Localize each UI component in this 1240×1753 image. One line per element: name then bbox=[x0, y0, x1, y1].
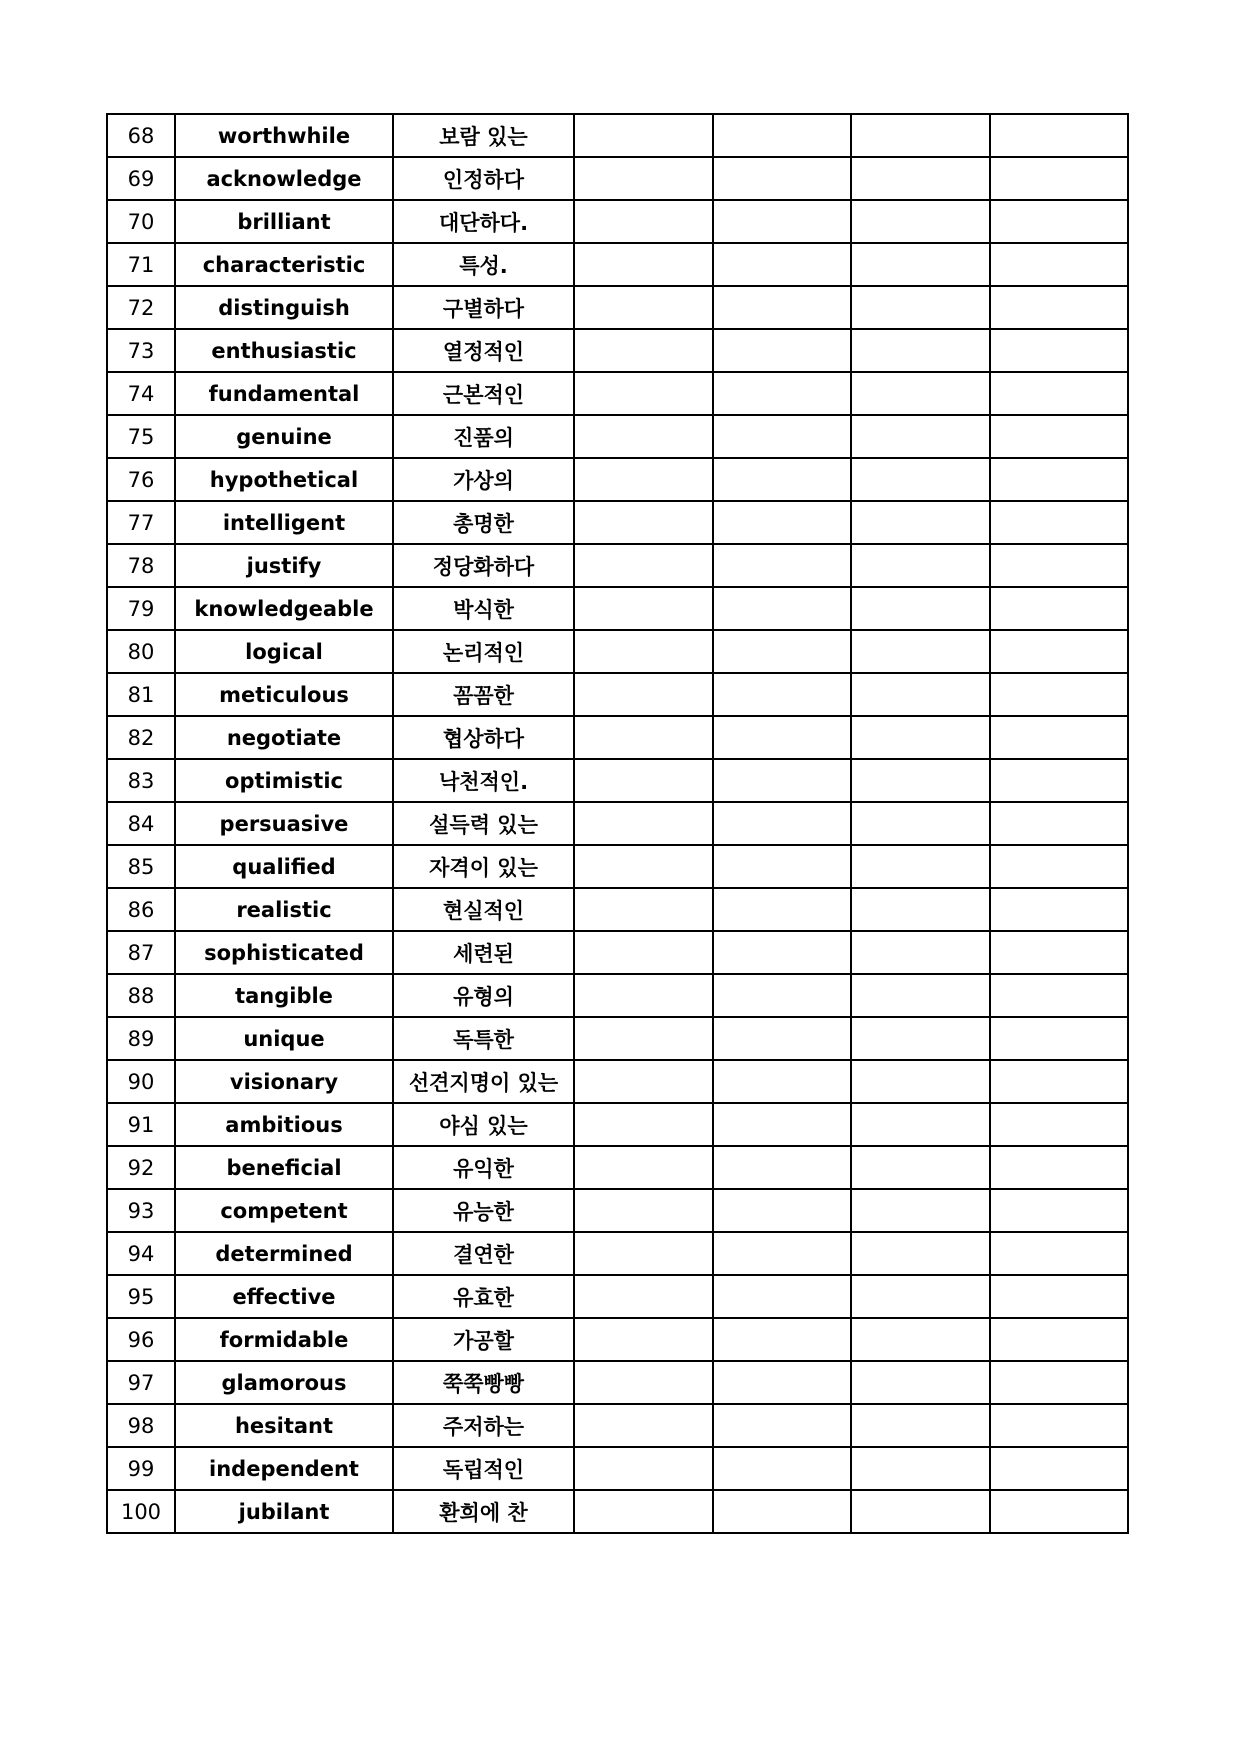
blank-cell bbox=[851, 458, 990, 501]
korean-meaning: 협상하다 bbox=[393, 716, 574, 759]
korean-meaning: 자격이 있는 bbox=[393, 845, 574, 888]
blank-cell bbox=[574, 759, 713, 802]
blank-cell bbox=[851, 372, 990, 415]
blank-cell bbox=[990, 845, 1128, 888]
blank-cell bbox=[990, 1017, 1128, 1060]
blank-cell bbox=[851, 1318, 990, 1361]
row-number: 96 bbox=[107, 1318, 175, 1361]
blank-cell bbox=[574, 157, 713, 200]
table-row bbox=[107, 114, 1128, 157]
table-row bbox=[107, 415, 1128, 458]
blank-cell bbox=[713, 802, 851, 845]
english-word: genuine bbox=[175, 415, 393, 458]
blank-cell bbox=[990, 759, 1128, 802]
blank-cell bbox=[851, 845, 990, 888]
korean-meaning: 논리적인 bbox=[393, 630, 574, 673]
korean-meaning: 세련된 bbox=[393, 931, 574, 974]
blank-cell bbox=[851, 1189, 990, 1232]
row-number: 69 bbox=[107, 157, 175, 200]
blank-cell bbox=[574, 458, 713, 501]
korean-meaning: 낙천적인. bbox=[393, 759, 574, 802]
english-word: acknowledge bbox=[175, 157, 393, 200]
blank-cell bbox=[990, 630, 1128, 673]
blank-cell bbox=[851, 329, 990, 372]
blank-cell bbox=[851, 544, 990, 587]
korean-meaning: 인정하다 bbox=[393, 157, 574, 200]
english-word: competent bbox=[175, 1189, 393, 1232]
row-number: 95 bbox=[107, 1275, 175, 1318]
table-row bbox=[107, 673, 1128, 716]
table-row bbox=[107, 544, 1128, 587]
blank-cell bbox=[574, 1275, 713, 1318]
row-number: 80 bbox=[107, 630, 175, 673]
table-row bbox=[107, 1318, 1128, 1361]
blank-cell bbox=[713, 845, 851, 888]
english-word: tangible bbox=[175, 974, 393, 1017]
blank-cell bbox=[574, 1232, 713, 1275]
blank-cell bbox=[851, 888, 990, 931]
blank-cell bbox=[574, 888, 713, 931]
blank-cell bbox=[851, 1103, 990, 1146]
row-number: 74 bbox=[107, 372, 175, 415]
english-word: persuasive bbox=[175, 802, 393, 845]
blank-cell bbox=[990, 415, 1128, 458]
blank-cell bbox=[990, 286, 1128, 329]
english-word: intelligent bbox=[175, 501, 393, 544]
blank-cell bbox=[574, 845, 713, 888]
english-word: enthusiastic bbox=[175, 329, 393, 372]
blank-cell bbox=[713, 544, 851, 587]
blank-cell bbox=[990, 1447, 1128, 1490]
korean-meaning: 쭉쭉빵빵 bbox=[393, 1361, 574, 1404]
korean-meaning: 대단하다. bbox=[393, 200, 574, 243]
korean-meaning: 총명한 bbox=[393, 501, 574, 544]
korean-meaning: 현실적인 bbox=[393, 888, 574, 931]
blank-cell bbox=[990, 1404, 1128, 1447]
blank-cell bbox=[851, 1275, 990, 1318]
korean-meaning: 결연한 bbox=[393, 1232, 574, 1275]
blank-cell bbox=[713, 1017, 851, 1060]
english-word: hesitant bbox=[175, 1404, 393, 1447]
blank-cell bbox=[713, 888, 851, 931]
blank-cell bbox=[990, 673, 1128, 716]
blank-cell bbox=[574, 243, 713, 286]
row-number: 68 bbox=[107, 114, 175, 157]
english-word: effective bbox=[175, 1275, 393, 1318]
blank-cell bbox=[713, 114, 851, 157]
table-row bbox=[107, 501, 1128, 544]
table-row bbox=[107, 1275, 1128, 1318]
english-word: sophisticated bbox=[175, 931, 393, 974]
blank-cell bbox=[851, 759, 990, 802]
blank-cell bbox=[990, 716, 1128, 759]
korean-meaning: 꼼꼼한 bbox=[393, 673, 574, 716]
blank-cell bbox=[713, 1490, 851, 1533]
english-word: justify bbox=[175, 544, 393, 587]
blank-cell bbox=[990, 372, 1128, 415]
korean-meaning: 설득력 있는 bbox=[393, 802, 574, 845]
row-number: 98 bbox=[107, 1404, 175, 1447]
blank-cell bbox=[851, 1017, 990, 1060]
blank-cell bbox=[574, 286, 713, 329]
english-word: ambitious bbox=[175, 1103, 393, 1146]
table-row bbox=[107, 458, 1128, 501]
blank-cell bbox=[574, 1017, 713, 1060]
blank-cell bbox=[851, 1404, 990, 1447]
row-number: 88 bbox=[107, 974, 175, 1017]
row-number: 82 bbox=[107, 716, 175, 759]
korean-meaning: 환희에 찬 bbox=[393, 1490, 574, 1533]
blank-cell bbox=[574, 501, 713, 544]
english-word: glamorous bbox=[175, 1361, 393, 1404]
korean-meaning: 유형의 bbox=[393, 974, 574, 1017]
row-number: 93 bbox=[107, 1189, 175, 1232]
english-word: jubilant bbox=[175, 1490, 393, 1533]
blank-cell bbox=[713, 1404, 851, 1447]
english-word: characteristic bbox=[175, 243, 393, 286]
blank-cell bbox=[713, 286, 851, 329]
table-row bbox=[107, 1146, 1128, 1189]
english-word: visionary bbox=[175, 1060, 393, 1103]
blank-cell bbox=[851, 1490, 990, 1533]
blank-cell bbox=[713, 673, 851, 716]
row-number: 97 bbox=[107, 1361, 175, 1404]
english-word: negotiate bbox=[175, 716, 393, 759]
table-row bbox=[107, 200, 1128, 243]
table-row bbox=[107, 1490, 1128, 1533]
table-row bbox=[107, 1060, 1128, 1103]
korean-meaning: 구별하다 bbox=[393, 286, 574, 329]
row-number: 94 bbox=[107, 1232, 175, 1275]
row-number: 76 bbox=[107, 458, 175, 501]
english-word: independent bbox=[175, 1447, 393, 1490]
blank-cell bbox=[990, 458, 1128, 501]
blank-cell bbox=[713, 372, 851, 415]
korean-meaning: 근본적인 bbox=[393, 372, 574, 415]
english-word: formidable bbox=[175, 1318, 393, 1361]
table-row bbox=[107, 974, 1128, 1017]
blank-cell bbox=[990, 888, 1128, 931]
table-row bbox=[107, 587, 1128, 630]
korean-meaning: 야심 있는 bbox=[393, 1103, 574, 1146]
korean-meaning: 선견지명이 있는 bbox=[393, 1060, 574, 1103]
blank-cell bbox=[990, 1232, 1128, 1275]
blank-cell bbox=[713, 931, 851, 974]
korean-meaning: 유효한 bbox=[393, 1275, 574, 1318]
table-row bbox=[107, 845, 1128, 888]
blank-cell bbox=[574, 114, 713, 157]
table-row bbox=[107, 1447, 1128, 1490]
blank-cell bbox=[851, 587, 990, 630]
english-word: meticulous bbox=[175, 673, 393, 716]
table-row bbox=[107, 1232, 1128, 1275]
english-word: determined bbox=[175, 1232, 393, 1275]
english-word: unique bbox=[175, 1017, 393, 1060]
blank-cell bbox=[990, 587, 1128, 630]
row-number: 75 bbox=[107, 415, 175, 458]
blank-cell bbox=[851, 1146, 990, 1189]
korean-meaning: 가상의 bbox=[393, 458, 574, 501]
blank-cell bbox=[574, 329, 713, 372]
blank-cell bbox=[851, 286, 990, 329]
korean-meaning: 열정적인 bbox=[393, 329, 574, 372]
blank-cell bbox=[574, 1404, 713, 1447]
row-number: 89 bbox=[107, 1017, 175, 1060]
english-word: hypothetical bbox=[175, 458, 393, 501]
blank-cell bbox=[574, 1447, 713, 1490]
blank-cell bbox=[574, 372, 713, 415]
blank-cell bbox=[713, 1060, 851, 1103]
blank-cell bbox=[713, 1232, 851, 1275]
blank-cell bbox=[574, 200, 713, 243]
blank-cell bbox=[990, 974, 1128, 1017]
blank-cell bbox=[713, 415, 851, 458]
blank-cell bbox=[990, 1318, 1128, 1361]
table-row bbox=[107, 630, 1128, 673]
blank-cell bbox=[713, 759, 851, 802]
korean-meaning: 유익한 bbox=[393, 1146, 574, 1189]
row-number: 83 bbox=[107, 759, 175, 802]
blank-cell bbox=[574, 415, 713, 458]
blank-cell bbox=[713, 243, 851, 286]
table-row bbox=[107, 157, 1128, 200]
blank-cell bbox=[574, 1103, 713, 1146]
vocabulary-table-body bbox=[107, 114, 1128, 1533]
blank-cell bbox=[851, 114, 990, 157]
table-row bbox=[107, 329, 1128, 372]
blank-cell bbox=[713, 1103, 851, 1146]
blank-cell bbox=[990, 802, 1128, 845]
row-number: 73 bbox=[107, 329, 175, 372]
english-word: qualified bbox=[175, 845, 393, 888]
table-row bbox=[107, 286, 1128, 329]
korean-meaning: 정당화하다 bbox=[393, 544, 574, 587]
blank-cell bbox=[990, 931, 1128, 974]
korean-meaning: 독특한 bbox=[393, 1017, 574, 1060]
blank-cell bbox=[574, 1146, 713, 1189]
table-row bbox=[107, 759, 1128, 802]
blank-cell bbox=[851, 243, 990, 286]
table-row bbox=[107, 243, 1128, 286]
korean-meaning: 박식한 bbox=[393, 587, 574, 630]
blank-cell bbox=[851, 1232, 990, 1275]
blank-cell bbox=[851, 931, 990, 974]
blank-cell bbox=[990, 544, 1128, 587]
blank-cell bbox=[713, 1275, 851, 1318]
blank-cell bbox=[990, 329, 1128, 372]
blank-cell bbox=[574, 802, 713, 845]
blank-cell bbox=[851, 630, 990, 673]
blank-cell bbox=[713, 458, 851, 501]
row-number: 72 bbox=[107, 286, 175, 329]
blank-cell bbox=[574, 974, 713, 1017]
blank-cell bbox=[851, 1447, 990, 1490]
blank-cell bbox=[574, 1060, 713, 1103]
blank-cell bbox=[713, 974, 851, 1017]
korean-meaning: 독립적인 bbox=[393, 1447, 574, 1490]
korean-meaning: 가공할 bbox=[393, 1318, 574, 1361]
blank-cell bbox=[851, 1060, 990, 1103]
blank-cell bbox=[713, 329, 851, 372]
table-row bbox=[107, 1404, 1128, 1447]
blank-cell bbox=[713, 1318, 851, 1361]
blank-cell bbox=[713, 1189, 851, 1232]
row-number: 85 bbox=[107, 845, 175, 888]
blank-cell bbox=[574, 1189, 713, 1232]
vocabulary-table bbox=[106, 113, 1129, 1534]
blank-cell bbox=[713, 200, 851, 243]
row-number: 99 bbox=[107, 1447, 175, 1490]
table-row bbox=[107, 888, 1128, 931]
korean-meaning: 특성. bbox=[393, 243, 574, 286]
blank-cell bbox=[990, 200, 1128, 243]
english-word: beneficial bbox=[175, 1146, 393, 1189]
korean-meaning: 진품의 bbox=[393, 415, 574, 458]
blank-cell bbox=[990, 1189, 1128, 1232]
table-row bbox=[107, 1361, 1128, 1404]
table-row bbox=[107, 931, 1128, 974]
blank-cell bbox=[990, 157, 1128, 200]
row-number: 78 bbox=[107, 544, 175, 587]
blank-cell bbox=[574, 587, 713, 630]
row-number: 92 bbox=[107, 1146, 175, 1189]
row-number: 79 bbox=[107, 587, 175, 630]
blank-cell bbox=[574, 716, 713, 759]
blank-cell bbox=[713, 501, 851, 544]
blank-cell bbox=[990, 1103, 1128, 1146]
blank-cell bbox=[851, 716, 990, 759]
row-number: 84 bbox=[107, 802, 175, 845]
blank-cell bbox=[713, 716, 851, 759]
blank-cell bbox=[990, 1490, 1128, 1533]
blank-cell bbox=[713, 630, 851, 673]
row-number: 86 bbox=[107, 888, 175, 931]
blank-cell bbox=[990, 114, 1128, 157]
blank-cell bbox=[713, 157, 851, 200]
blank-cell bbox=[574, 1490, 713, 1533]
row-number: 77 bbox=[107, 501, 175, 544]
blank-cell bbox=[851, 157, 990, 200]
english-word: fundamental bbox=[175, 372, 393, 415]
blank-cell bbox=[574, 1318, 713, 1361]
row-number: 71 bbox=[107, 243, 175, 286]
blank-cell bbox=[990, 1275, 1128, 1318]
english-word: brilliant bbox=[175, 200, 393, 243]
blank-cell bbox=[851, 1361, 990, 1404]
blank-cell bbox=[851, 974, 990, 1017]
blank-cell bbox=[990, 1146, 1128, 1189]
blank-cell bbox=[851, 415, 990, 458]
row-number: 100 bbox=[107, 1490, 175, 1533]
blank-cell bbox=[713, 1447, 851, 1490]
english-word: logical bbox=[175, 630, 393, 673]
blank-cell bbox=[713, 587, 851, 630]
table-row bbox=[107, 1189, 1128, 1232]
english-word: knowledgeable bbox=[175, 587, 393, 630]
korean-meaning: 보람 있는 bbox=[393, 114, 574, 157]
blank-cell bbox=[713, 1361, 851, 1404]
row-number: 70 bbox=[107, 200, 175, 243]
blank-cell bbox=[574, 1361, 713, 1404]
korean-meaning: 유능한 bbox=[393, 1189, 574, 1232]
table-row bbox=[107, 372, 1128, 415]
blank-cell bbox=[851, 673, 990, 716]
blank-cell bbox=[990, 243, 1128, 286]
english-word: distinguish bbox=[175, 286, 393, 329]
blank-cell bbox=[574, 673, 713, 716]
blank-cell bbox=[713, 1146, 851, 1189]
row-number: 91 bbox=[107, 1103, 175, 1146]
korean-meaning: 주저하는 bbox=[393, 1404, 574, 1447]
blank-cell bbox=[851, 200, 990, 243]
english-word: optimistic bbox=[175, 759, 393, 802]
blank-cell bbox=[990, 1060, 1128, 1103]
table-row bbox=[107, 716, 1128, 759]
row-number: 81 bbox=[107, 673, 175, 716]
blank-cell bbox=[574, 630, 713, 673]
row-number: 87 bbox=[107, 931, 175, 974]
blank-cell bbox=[851, 501, 990, 544]
blank-cell bbox=[990, 501, 1128, 544]
english-word: worthwhile bbox=[175, 114, 393, 157]
table-row bbox=[107, 1103, 1128, 1146]
blank-cell bbox=[851, 802, 990, 845]
blank-cell bbox=[574, 544, 713, 587]
table-row bbox=[107, 802, 1128, 845]
blank-cell bbox=[990, 1361, 1128, 1404]
english-word: realistic bbox=[175, 888, 393, 931]
blank-cell bbox=[574, 931, 713, 974]
table-row bbox=[107, 1017, 1128, 1060]
row-number: 90 bbox=[107, 1060, 175, 1103]
